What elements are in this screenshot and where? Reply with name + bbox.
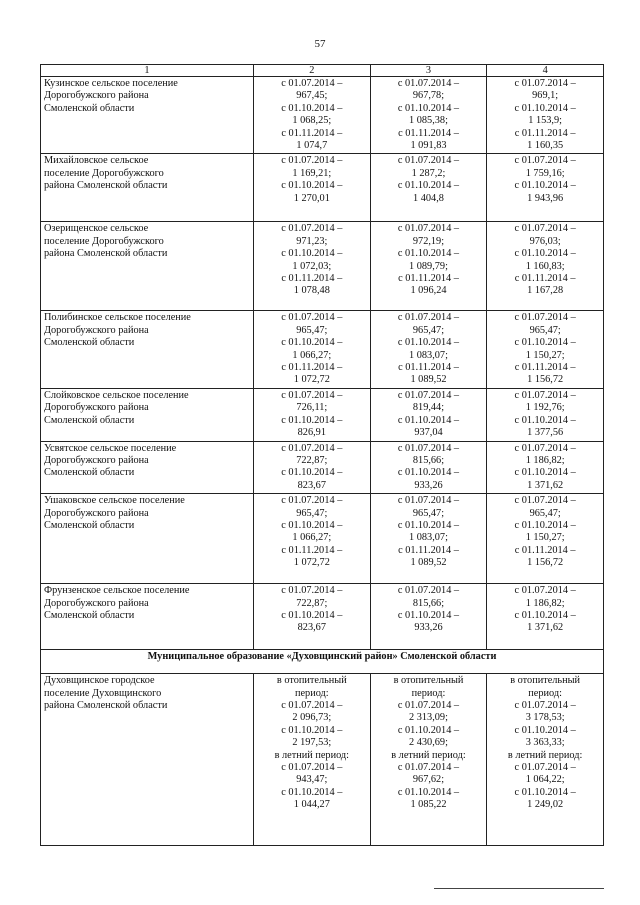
municipality-name <box>41 77 254 154</box>
cell-line: 1 074,7 <box>296 140 328 152</box>
cell-line: поселение Дорогобужского <box>44 167 164 179</box>
cell-line: Михайловское сельское <box>44 155 149 167</box>
tariff-cell-col2 <box>254 441 371 494</box>
cell-line: с 01.07.2014 – <box>514 312 576 324</box>
cell-line: 1 072,72 <box>293 557 330 569</box>
table-row <box>41 222 604 311</box>
cell-line: с 01.07.2014 – <box>397 442 460 454</box>
cell-line: с 01.11.2014 – <box>514 127 576 139</box>
cell-line: Смоленской области <box>44 414 135 426</box>
cell-line: 1 192,76; <box>525 402 565 414</box>
cell-line: с 01.10.2014 – <box>397 724 460 736</box>
cell-line: с 01.07.2014 – <box>281 78 343 89</box>
cell-line: 937,04 <box>414 427 443 439</box>
cell-line: 2 096,73; <box>292 712 332 724</box>
cell-line: в летний период: <box>274 749 350 761</box>
cell-line: с 01.10.2014 – <box>397 337 460 349</box>
tariff-cell-col4 <box>487 222 604 311</box>
cell-line: 815,66; <box>412 454 445 466</box>
tariff-cell-col3 <box>370 77 487 154</box>
cell-line: с 01.10.2014 – <box>397 102 460 114</box>
cell-line: 1 091,83 <box>410 140 447 152</box>
cell-line: 965,47; <box>412 507 445 519</box>
cell-line: с 01.07.2014 – <box>397 78 460 89</box>
cell-line: 1 759,16; <box>525 167 565 179</box>
cell-line: 722,87; <box>296 597 328 609</box>
cell-line: района Смоленской области <box>44 248 168 260</box>
cell-line: с 01.11.2014 – <box>398 127 459 139</box>
cell-line: с 01.10.2014 – <box>281 609 343 621</box>
tariff-cell-col2 <box>254 311 371 388</box>
tariff-cell-col2 <box>254 584 371 650</box>
table-row <box>41 441 604 494</box>
tariff-cell-col4 <box>487 674 604 846</box>
cell-line: 1 160,83; <box>525 260 565 272</box>
cell-line: 1 371,62 <box>527 622 564 634</box>
cell-line: с 01.11.2014 – <box>281 362 343 374</box>
table-row <box>41 388 604 441</box>
cell-line: 1 066,27; <box>292 532 332 544</box>
cell-line: с 01.11.2014 – <box>281 273 343 285</box>
tariff-cell-col3 <box>370 311 487 388</box>
cell-line: с 01.07.2014 – <box>281 585 343 597</box>
cell-line: района Смоленской области <box>44 699 168 711</box>
cell-line: 1 156,72 <box>527 557 564 569</box>
cell-line: с 01.10.2014 – <box>514 337 576 349</box>
cell-line: с 01.07.2014 – <box>281 761 343 773</box>
cell-line: с 01.07.2014 – <box>397 585 460 597</box>
cell-line: с 01.07.2014 – <box>281 495 343 507</box>
cell-line: 726,11; <box>296 402 328 414</box>
section-header-row <box>41 650 604 674</box>
cell-line: с 01.10.2014 – <box>514 414 576 426</box>
cell-line: 965,47; <box>529 507 561 519</box>
cell-line: в отопительный <box>276 675 347 687</box>
cell-line: 815,66; <box>412 597 445 609</box>
table-row <box>41 674 604 846</box>
cell-line: 819,44; <box>412 402 445 414</box>
cell-line: 1 066,27; <box>292 349 332 361</box>
cell-line: с 01.07.2014 – <box>281 699 343 711</box>
tariff-cell-col2 <box>254 674 371 846</box>
cell-line: Усвятское сельское поселение <box>44 442 177 454</box>
cell-line: 933,26 <box>414 479 443 491</box>
cell-line: 823,67 <box>297 479 326 491</box>
cell-line: 1 169,21; <box>292 167 332 179</box>
cell-line: 967,78; <box>412 90 445 102</box>
tariff-cell-col4 <box>487 494 604 584</box>
cell-line: с 01.10.2014 – <box>281 724 343 736</box>
cell-line: 1 371,62 <box>527 479 564 491</box>
cell-line: в летний период: <box>391 749 466 761</box>
cell-line: Ушаковское сельское поселение <box>44 495 185 507</box>
cell-line: с 01.10.2014 – <box>514 180 576 192</box>
cell-line: с 01.10.2014 – <box>514 609 576 621</box>
cell-line: Смоленской области <box>44 102 135 114</box>
tariff-cell-col3 <box>370 222 487 311</box>
cell-line: с 01.10.2014 – <box>397 414 460 426</box>
cell-line: с 01.07.2014 – <box>514 699 576 711</box>
tariff-cell-col3 <box>370 494 487 584</box>
cell-line: 1 186,82; <box>525 454 565 466</box>
column-header-1: 1 <box>41 65 254 77</box>
cell-line: с 01.10.2014 – <box>281 786 343 798</box>
tariff-cell-col4 <box>487 584 604 650</box>
cell-line: 1 083,07; <box>409 532 448 544</box>
cell-line: 1 160,35 <box>527 140 564 152</box>
cell-line: 1 150,27; <box>525 349 565 361</box>
table-row <box>41 154 604 222</box>
cell-line: с 01.07.2014 – <box>514 495 576 507</box>
header-row <box>41 65 604 77</box>
tariff-cell-col2 <box>254 77 371 154</box>
cell-line: с 01.07.2014 – <box>281 155 343 167</box>
cell-line: 1 089,79; <box>409 260 448 272</box>
cell-line: 1 186,82; <box>525 597 565 609</box>
cell-line: 965,47; <box>412 324 445 336</box>
cell-line: период: <box>294 687 329 699</box>
tariff-cell-col3 <box>370 584 487 650</box>
cell-line: с 01.10.2014 – <box>514 786 576 798</box>
cell-line: Дорогобужского района <box>44 402 149 414</box>
cell-line: с 01.07.2014 – <box>397 389 460 401</box>
cell-line: 1 249,02 <box>527 799 564 811</box>
tariff-cell-col4 <box>487 154 604 222</box>
section-title: Муниципальное образование «Духовщинский район» Смоленской области <box>41 650 604 674</box>
cell-line: с 01.07.2014 – <box>514 155 576 167</box>
cell-line: с 01.07.2014 – <box>514 389 576 401</box>
cell-line: 1 287,2; <box>411 167 446 179</box>
cell-line: 2 313,09; <box>409 712 448 724</box>
cell-line: с 01.07.2014 – <box>281 312 343 324</box>
cell-line: 823,67 <box>297 622 326 634</box>
table-row <box>41 494 604 584</box>
cell-line: Слойковское сельское поселение <box>44 389 189 401</box>
cell-line: с 01.10.2014 – <box>514 519 576 531</box>
cell-line: с 01.07.2014 – <box>514 585 576 597</box>
cell-line: 971,23; <box>296 235 328 247</box>
page-number: 57 <box>314 38 326 50</box>
cell-line: 1 064,22; <box>525 774 565 786</box>
cell-line: с 01.11.2014 – <box>398 362 459 374</box>
cell-line: 976,03; <box>529 235 561 247</box>
municipality-name <box>41 494 254 584</box>
cell-line: с 01.10.2014 – <box>397 180 460 192</box>
cell-line: Дорогобужского района <box>44 324 149 336</box>
cell-line: Полибинское сельское поселение <box>44 312 191 324</box>
cell-line: 1 377,56 <box>527 427 564 439</box>
cell-line: 1 083,07; <box>409 349 448 361</box>
cell-line: с 01.07.2014 – <box>397 312 460 324</box>
cell-line: с 01.10.2014 – <box>281 248 343 260</box>
cell-line: с 01.07.2014 – <box>281 223 343 235</box>
cell-line: с 01.07.2014 – <box>514 442 576 454</box>
cell-line: 826,91 <box>297 427 326 439</box>
municipality-name <box>41 154 254 222</box>
table-row <box>41 584 604 650</box>
cell-line: с 01.07.2014 – <box>514 761 576 773</box>
cell-line: 1 156,72 <box>527 374 564 386</box>
municipality-name <box>41 674 254 846</box>
tariff-cell-col3 <box>370 674 487 846</box>
tariff-cell-col4 <box>487 441 604 494</box>
municipality-name <box>41 222 254 311</box>
cell-line: Фрунзенское сельское поселение <box>44 585 190 597</box>
cell-line: 1 089,52 <box>410 374 447 386</box>
cell-line: с 01.07.2014 – <box>514 223 576 235</box>
cell-line: 3 178,53; <box>525 712 565 724</box>
cell-line: 2 430,69; <box>409 737 448 749</box>
cell-line: с 01.10.2014 – <box>397 467 460 479</box>
municipality-name <box>41 311 254 388</box>
cell-line: 1 068,25; <box>292 115 332 127</box>
cell-line: с 01.11.2014 – <box>281 127 343 139</box>
cell-line: района Смоленской области <box>44 180 168 192</box>
tariff-cell-col2 <box>254 154 371 222</box>
cell-line: с 01.07.2014 – <box>397 155 460 167</box>
cell-line: Дорогобужского района <box>44 454 149 466</box>
cell-line: Смоленской области <box>44 519 135 531</box>
cell-line: с 01.11.2014 – <box>514 362 576 374</box>
cell-line: с 01.10.2014 – <box>397 786 460 798</box>
cell-line: Смоленской области <box>44 609 135 621</box>
cell-line: 965,47; <box>296 507 328 519</box>
cell-line: с 01.10.2014 – <box>281 337 343 349</box>
cell-line: с 01.10.2014 – <box>281 519 343 531</box>
cell-line: 1 044,27 <box>293 799 330 811</box>
cell-line: с 01.11.2014 – <box>281 544 343 556</box>
cell-line: Духовщинское городское <box>44 675 155 687</box>
cell-line: с 01.07.2014 – <box>514 78 576 89</box>
cell-line: 1 153,9; <box>528 115 563 127</box>
cell-line: с 01.07.2014 – <box>397 699 460 711</box>
municipality-name <box>41 441 254 494</box>
cell-line: 1 150,27; <box>525 532 565 544</box>
cell-line: 1 085,38; <box>409 115 448 127</box>
column-header-3: 3 <box>370 65 487 77</box>
cell-line: поселение Дорогобужского <box>44 235 164 247</box>
cell-line: 969,1; <box>532 90 559 102</box>
cell-line: с 01.10.2014 – <box>281 180 343 192</box>
cell-line: с 01.10.2014 – <box>281 467 343 479</box>
tariff-cell-col2 <box>254 494 371 584</box>
cell-line: с 01.10.2014 – <box>514 724 576 736</box>
cell-line: 3 363,33; <box>525 737 565 749</box>
cell-line: с 01.11.2014 – <box>514 544 576 556</box>
cell-line: с 01.10.2014 – <box>397 519 460 531</box>
municipality-name <box>41 584 254 650</box>
cell-line: Смоленской области <box>44 467 135 479</box>
tariff-cell-col3 <box>370 441 487 494</box>
cell-line: с 01.07.2014 – <box>397 761 460 773</box>
cell-line: 943,47; <box>296 774 328 786</box>
cell-line: Дорогобужского района <box>44 507 149 519</box>
column-header-2: 2 <box>254 65 371 77</box>
cell-line: с 01.11.2014 – <box>398 544 459 556</box>
cell-line: с 01.10.2014 – <box>514 467 576 479</box>
cell-line: 2 197,53; <box>292 737 332 749</box>
cell-line: 722,87; <box>296 454 328 466</box>
cell-line: с 01.11.2014 – <box>398 273 459 285</box>
table-row <box>41 311 604 388</box>
cell-line: с 01.10.2014 – <box>281 102 343 114</box>
cell-line: в отопительный <box>510 675 581 687</box>
cell-line: 1 072,03; <box>292 260 332 272</box>
cell-line: 965,47; <box>296 324 328 336</box>
cell-line: с 01.10.2014 – <box>397 609 460 621</box>
cell-line: в летний период: <box>507 749 583 761</box>
tariff-cell-col2 <box>254 222 371 311</box>
tariff-table <box>40 64 604 846</box>
tariff-cell-col3 <box>370 388 487 441</box>
cell-line: Смоленской области <box>44 337 135 349</box>
cell-line: период: <box>528 687 562 699</box>
cell-line: с 01.07.2014 – <box>281 442 343 454</box>
cell-line: 1 078,48 <box>293 285 330 297</box>
cell-line: период: <box>411 687 446 699</box>
cell-line: Дорогобужского района <box>44 597 149 609</box>
cell-line: в отопительный <box>393 675 464 687</box>
tariff-cell-col2 <box>254 388 371 441</box>
cell-line: с 01.10.2014 – <box>514 102 576 114</box>
table-row <box>41 77 604 154</box>
cell-line: с 01.11.2014 – <box>514 273 576 285</box>
tariff-cell-col3 <box>370 154 487 222</box>
cell-line: 972,19; <box>412 235 445 247</box>
cell-line: 1 072,72 <box>293 374 330 386</box>
cell-line: 1 404,8 <box>413 192 444 204</box>
tariff-cell-col4 <box>487 77 604 154</box>
cell-line: 1 943,96 <box>527 192 564 204</box>
footer-rule <box>434 888 604 889</box>
cell-line: 1 270,01 <box>293 192 330 204</box>
cell-line: Кузинское сельское поселение <box>44 78 178 89</box>
cell-line: Озерищенское сельское <box>44 223 149 235</box>
column-header-4: 4 <box>487 65 604 77</box>
tariff-cell-col4 <box>487 388 604 441</box>
cell-line: с 01.07.2014 – <box>397 223 460 235</box>
cell-line: Дорогобужского района <box>44 90 149 102</box>
cell-line: 967,62; <box>412 774 445 786</box>
tariff-cell-col4 <box>487 311 604 388</box>
cell-line: 933,26 <box>414 622 443 634</box>
cell-line: с 01.07.2014 – <box>281 389 343 401</box>
cell-line: поселение Духовщинского <box>44 687 162 699</box>
cell-line: с 01.10.2014 – <box>397 248 460 260</box>
cell-line: 1 167,28 <box>527 285 564 297</box>
cell-line: 1 085,22 <box>410 799 447 811</box>
cell-line: с 01.07.2014 – <box>397 495 460 507</box>
municipality-name <box>41 388 254 441</box>
cell-line: 965,47; <box>529 324 561 336</box>
cell-line: 967,45; <box>296 90 328 102</box>
cell-line: 1 089,52 <box>410 557 447 569</box>
cell-line: с 01.10.2014 – <box>281 414 343 426</box>
cell-line: с 01.10.2014 – <box>514 248 576 260</box>
cell-line: 1 096,24 <box>410 285 447 297</box>
